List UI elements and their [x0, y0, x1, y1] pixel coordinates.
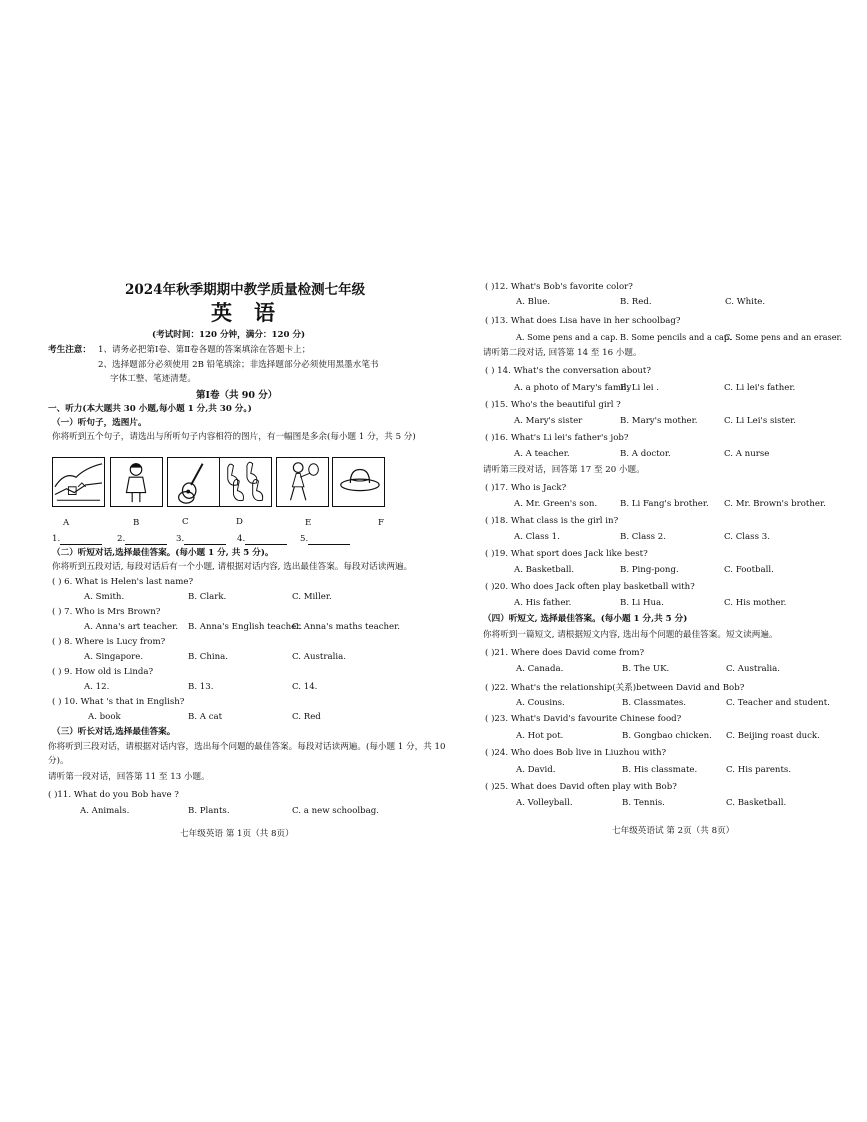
- q22-option-b[interactable]: B. Classmates.: [622, 698, 686, 708]
- answer-blank-1: 1.: [52, 534, 102, 545]
- blank-line[interactable]: [125, 536, 167, 545]
- question-19-stem: ( )19. What sport does Jack like best?: [485, 549, 648, 559]
- exam-title: 2024年秋季期期中教学质量检测七年级: [125, 282, 366, 298]
- question-17-stem: ( )17. Who is Jack?: [485, 483, 567, 493]
- question-21-stem: ( )21. Where does David come from?: [485, 648, 645, 658]
- q22-option-c[interactable]: C. Teacher and student.: [726, 698, 830, 708]
- picture-label-b: B: [133, 518, 140, 528]
- girl-icon: [111, 458, 162, 506]
- q15-option-a[interactable]: A. Mary's sister: [514, 416, 583, 426]
- q18-option-c[interactable]: C. Class 3.: [724, 532, 770, 542]
- q17-option-a[interactable]: A. Mr. Green's son.: [514, 499, 598, 509]
- answer-blank-4: 4.: [237, 534, 287, 545]
- note-2: 2、选择题部分必须使用 2B 铅笔填涂；非选择题部分必须使用黑墨水笔书: [98, 360, 379, 370]
- q12-option-b[interactable]: B. Red.: [620, 297, 652, 307]
- page-2-footer: 七年级英语试 第 2页（共 8页）: [612, 826, 735, 836]
- q25-option-b[interactable]: B. Tennis.: [622, 798, 665, 808]
- q23-option-c[interactable]: C. Beijing roast duck.: [726, 731, 820, 741]
- q21-option-a[interactable]: A. Canada.: [516, 664, 564, 674]
- picture-label-e: E: [305, 518, 312, 528]
- q6-option-a[interactable]: A. Smith.: [84, 592, 125, 602]
- answer-blank-5: 5.: [300, 534, 350, 545]
- q14-option-c[interactable]: C. Li lei's father.: [724, 383, 796, 393]
- sub4-title: （四）听短文, 选择最佳答案。(每小题 1 分,共 5 分): [483, 614, 688, 624]
- question-10-stem: ( ) 10. What 's that in English?: [52, 697, 185, 707]
- q24-option-a[interactable]: A. David.: [516, 765, 556, 775]
- question-16-stem: ( )16. What's Li lei's father's job?: [485, 433, 629, 443]
- question-24-stem: ( )24. Who does Bob live in Liuzhou with?: [485, 748, 667, 758]
- page-1-footer: 七年级英语 第 1页（共 8页）: [180, 829, 294, 839]
- picture-d: [219, 457, 272, 507]
- guitar-icon: [168, 458, 219, 506]
- q7-option-b[interactable]: B. Anna's English teacher.: [188, 622, 303, 632]
- q11-option-c[interactable]: C. a new schoolbag.: [292, 806, 380, 816]
- time-info: (考试时间：120 分钟，满分：120 分): [152, 330, 306, 340]
- q22-option-a[interactable]: A. Cousins.: [516, 698, 565, 708]
- picture-f: [332, 457, 385, 507]
- tennis-player-icon: [277, 458, 328, 506]
- question-6-stem: ( ) 6. What is Helen's last name?: [52, 577, 194, 587]
- q19-option-c[interactable]: C. Football.: [724, 565, 774, 575]
- question-9-stem: ( ) 9. How old is Linda?: [52, 667, 154, 677]
- question-18-stem: ( )18. What class is the girl in?: [485, 516, 619, 526]
- picture-b: [110, 457, 163, 507]
- q9-option-b[interactable]: B. 13.: [188, 682, 214, 692]
- sub2-title: （二）听短对话,选择最佳答案。(每小题 1 分, 共 5 分)。: [52, 548, 274, 558]
- sub3-instructions: 你将听到三段对话，请根据对话内容，选出每个问题的最佳答案。每段对话读两遍。(每小题 1 分，共 10: [48, 742, 446, 752]
- q16-option-c[interactable]: C. A nurse: [724, 449, 770, 459]
- q17-option-c[interactable]: C. Mr. Brown's brother.: [724, 499, 826, 509]
- question-14-stem: ( ) 14. What's the conversation about?: [485, 366, 651, 376]
- q6-option-c[interactable]: C. Miller.: [292, 592, 332, 602]
- q16-option-b[interactable]: B. A doctor.: [620, 449, 671, 459]
- blank-line[interactable]: [184, 536, 226, 545]
- q9-option-a[interactable]: A. 12.: [84, 682, 110, 692]
- part-one-title: 第Ⅰ卷（共 90 分）: [196, 390, 278, 401]
- q6-option-b[interactable]: B. Clark.: [188, 592, 227, 602]
- sub3-instructions-cont: 分)。: [48, 756, 69, 766]
- sub1-title: （一）听句子，选图片。: [52, 418, 147, 428]
- q10-option-b[interactable]: B. A cat: [188, 712, 223, 722]
- q19-option-b[interactable]: B. Ping-pong.: [620, 565, 679, 575]
- q11-option-a[interactable]: A. Animals.: [80, 806, 130, 816]
- sub4-instructions: 你将听到一篇短文, 请根据短文内容, 选出每个问题的最佳答案。短文读两遍。: [483, 630, 778, 640]
- picture-c: [167, 457, 220, 507]
- q24-option-b[interactable]: B. His classmate.: [622, 765, 698, 775]
- q16-option-a[interactable]: A. A teacher.: [514, 449, 570, 459]
- question-20-stem: ( )20. Who does Jack often play basketball with?: [485, 582, 695, 592]
- q14-option-b[interactable]: B. Li lei .: [620, 383, 660, 393]
- q18-option-b[interactable]: B. Class 2.: [620, 532, 666, 542]
- q23-option-b[interactable]: B. Gongbao chicken.: [622, 731, 712, 741]
- question-15-stem: ( )15. Who's the beautiful girl ?: [485, 400, 621, 410]
- sub3-title: （三）听长对话,选择最佳答案。: [52, 727, 176, 737]
- q10-option-a[interactable]: A. book: [88, 712, 121, 722]
- great-wall-icon: [53, 458, 104, 506]
- blank-line[interactable]: [245, 536, 287, 545]
- picture-e: [276, 457, 329, 507]
- picture-label-f: F: [378, 518, 384, 528]
- q19-option-a[interactable]: A. Basketball.: [514, 565, 575, 575]
- sub1-instructions: 你将听到五个句子，请选出与所听句子内容相符的图片，有一幅图是多余(每小题 1 分，共 5 分): [52, 432, 416, 442]
- q7-option-c[interactable]: C. Anna's maths teacher.: [292, 622, 401, 632]
- second-dialog-note: 请听第二段对话, 回答第 14 至 16 小题。: [483, 348, 642, 358]
- q15-option-c[interactable]: C. Li Lei's sister.: [724, 416, 796, 426]
- q13-option-a[interactable]: A. Some pens and a cap.: [516, 332, 618, 342]
- note-1: 1、请务必把第Ⅰ卷、第Ⅱ卷各题的答案填涂在答题卡上；: [98, 345, 311, 355]
- notes-label: 考生注意：: [48, 345, 91, 355]
- q23-option-a[interactable]: A. Hot pot.: [516, 731, 564, 741]
- q21-option-b[interactable]: B. The UK.: [622, 664, 670, 674]
- blank-line[interactable]: [308, 536, 350, 545]
- q8-option-a[interactable]: A. Singapore.: [84, 652, 144, 662]
- q20-option-c[interactable]: C. His mother.: [724, 598, 787, 608]
- q8-option-c[interactable]: C. Australia.: [292, 652, 346, 662]
- section-heading: 一、听力(本大题共 30 小题,每小题 1 分,共 30 分。): [48, 404, 252, 414]
- question-8-stem: ( ) 8. Where is Lucy from?: [52, 637, 166, 647]
- q21-option-c[interactable]: C. Australia.: [726, 664, 780, 674]
- q12-option-c[interactable]: C. White.: [725, 297, 766, 307]
- subject-title: 英语: [211, 300, 297, 325]
- q17-option-b[interactable]: B. Li Fang's brother.: [620, 499, 709, 509]
- q25-option-a[interactable]: A. Volleyball.: [516, 798, 573, 808]
- q20-option-a[interactable]: A. His father.: [514, 598, 572, 608]
- sub2-instructions: 你将听到五段对话, 每段对话后有一个小题, 请根据对话内容, 选出最佳答案。每段对话读两遍。: [52, 562, 413, 572]
- q12-option-a[interactable]: A. Blue.: [516, 297, 551, 307]
- geese-icon: [220, 458, 271, 506]
- q14-option-a[interactable]: A. a photo of Mary's family: [514, 383, 632, 393]
- blank-line[interactable]: [60, 536, 102, 545]
- note-2-cont: 字体工整、笔迹清楚。: [110, 374, 196, 384]
- answer-blank-3: 3.: [176, 534, 226, 545]
- picture-label-a: A: [63, 518, 70, 528]
- q13-option-c[interactable]: C. Some pens and an eraser.: [724, 332, 843, 342]
- q20-option-b[interactable]: B. Li Hua.: [620, 598, 664, 608]
- question-23-stem: ( )23. What's David's favourite Chinese food?: [485, 714, 682, 724]
- picture-label-d: D: [236, 517, 243, 527]
- question-13-stem: ( )13. What does Lisa have in her schoolbag?: [485, 316, 681, 326]
- q13-option-b[interactable]: B. Some pencils and a cap.: [620, 332, 732, 342]
- q8-option-b[interactable]: B. China.: [188, 652, 229, 662]
- question-7-stem: ( ) 7. Who is Mrs Brown?: [52, 607, 161, 617]
- hat-icon: [333, 458, 384, 506]
- first-dialog-note: 请听第一段对话，回答第 11 至 13 小题。: [48, 772, 210, 782]
- question-12-stem: ( )12. What's Bob's favorite color?: [485, 282, 633, 292]
- picture-label-c: C: [182, 517, 189, 527]
- q24-option-c[interactable]: C. His parents.: [726, 765, 792, 775]
- q7-option-a[interactable]: A. Anna's art teacher.: [84, 622, 178, 632]
- q25-option-c[interactable]: C. Basketball.: [726, 798, 787, 808]
- q9-option-c[interactable]: C. 14.: [292, 682, 318, 692]
- question-25-stem: ( )25. What does David often play with Bob?: [485, 782, 677, 792]
- answer-blank-2: 2.: [117, 534, 167, 545]
- question-11-stem: ( )11. What do you Bob have ?: [48, 790, 179, 800]
- picture-a: [52, 457, 105, 507]
- q18-option-a[interactable]: A. Class 1.: [514, 532, 560, 542]
- q11-option-b[interactable]: B. Plants.: [188, 806, 230, 816]
- third-dialog-note: 请听第三段对话，回答第 17 至 20 小题。: [483, 465, 645, 475]
- q10-option-c[interactable]: C. Red: [292, 712, 321, 722]
- question-22-stem: ( )22. What's the relationship(关系)between David and Bob?: [485, 683, 745, 693]
- q15-option-b[interactable]: B. Mary's mother.: [620, 416, 698, 426]
